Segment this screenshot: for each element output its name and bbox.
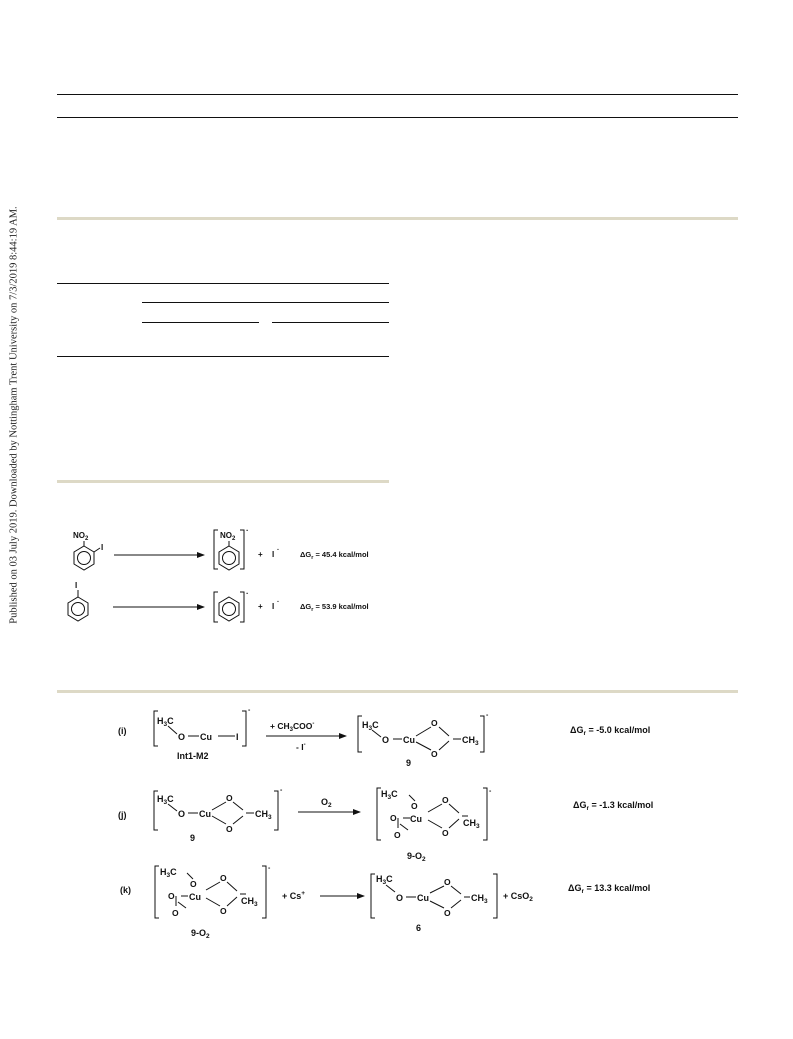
scheme-top-reaction-2-text (75, 581, 369, 613)
radical-dot: · (246, 526, 249, 535)
reactant-name-k: $9-O_2$ (191, 928, 210, 940)
o-peroxo-top-j: O (411, 801, 418, 811)
i-label-i: I (236, 732, 239, 742)
o-top-j: O (226, 793, 233, 803)
o-peroxo-left-k: O (168, 891, 175, 901)
cu-label-k-product: Cu (417, 893, 429, 903)
o-top-k-product: O (444, 877, 451, 887)
iodide-dot-2: · (277, 599, 280, 606)
o-label-k-product: O (396, 893, 404, 903)
energy-top-1: $\Delta G_r = 45.4$ kcal/mol (300, 550, 369, 561)
iodide-label: I (272, 550, 275, 559)
scheme-top-reaction-1-text (73, 526, 369, 561)
plus-cs-k: + Cs+ (282, 890, 306, 901)
charge-j-reactant: - (280, 787, 283, 794)
product-name-j: $9-O_2$ (407, 851, 426, 863)
o-peroxo-bottom-k: O (172, 908, 179, 918)
o-bottom-j-product: O (442, 828, 449, 838)
cu-label-i: Cu (200, 732, 212, 742)
plus-cso2-k: + CsO$_2$ (503, 891, 533, 903)
charge-j-product: - (489, 788, 492, 795)
ch3-label-k-product: $CH_3$ (471, 893, 488, 905)
scheme-top-reaction-1 (74, 530, 244, 570)
o-peroxo-left-j: O (390, 813, 397, 823)
radical-dot-2: · (246, 589, 249, 598)
cu-label-k: Cu (189, 892, 201, 902)
scheme-top-reaction-2 (68, 590, 244, 622)
reaction-k (120, 865, 650, 940)
reaction-i-label: (i) (118, 726, 127, 736)
o-top-k: O (220, 873, 227, 883)
iodide-label-2: I (272, 602, 275, 611)
o-peroxo-bottom-j: O (394, 830, 401, 840)
o-label-i: O (178, 732, 186, 742)
reaction-j (118, 787, 653, 863)
nitro-group-label: $NO_2$ (73, 531, 89, 542)
o-bottom-i-product: O (431, 749, 438, 759)
cu-label-j: Cu (199, 809, 211, 819)
energy-i: $\Delta G_r = -5.0$ kcal/mol (570, 725, 651, 737)
ch3-label-j-product: $CH_3$ (463, 818, 480, 830)
h3c-label-k-product: $H_3C$ (376, 874, 393, 886)
ch3-label-i-product: $CH_3$ (462, 735, 479, 747)
o-top-i-product: O (431, 718, 438, 728)
iodobenzene-structure (68, 590, 88, 621)
charge-k-reactant: - (268, 865, 271, 872)
energy-j: $\Delta G_r = -1.3$ kcal/mol (573, 800, 654, 812)
reagent-above-i: + $CH_3COO^-$ (270, 721, 315, 733)
reaction-k-label: (k) (120, 885, 131, 895)
energy-top-2: $\Delta G_r = 53.9$ kcal/mol (300, 602, 369, 613)
o-peroxo-top-k: O (190, 879, 197, 889)
cu-label-j-product: Cu (410, 814, 422, 824)
o-bottom-k: O (220, 906, 227, 916)
product-name-i: 9 (406, 758, 412, 768)
h3c-label-k: $H_3C$ (160, 867, 177, 879)
charge-i-product: - (486, 712, 489, 719)
o-top-j-product: O (442, 795, 449, 805)
ch3-label-k: $CH_3$ (241, 896, 258, 908)
reagent-below-i: - I- (296, 742, 306, 752)
o-label-i-product: O (382, 735, 390, 745)
plus-sign: + (258, 550, 263, 559)
ch3-label-j: $CH_3$ (255, 809, 272, 821)
o-bottom-j: O (226, 824, 233, 834)
reaction-j-label: (j) (118, 810, 127, 820)
plus-sign-2: + (258, 602, 263, 611)
h3c-label-i: $H_3C$ (157, 716, 174, 728)
charge-i-reactant: - (248, 707, 251, 714)
o-bottom-k-product: O (444, 908, 451, 918)
phenyl-radical-structure (214, 592, 244, 622)
side-note-text: Published on 03 July 2019. Downloaded by Nottingham Trent University on 7/3/2019 8:44:19 AM. (8, 206, 20, 624)
reactant-name-i: Int1-M2 (177, 751, 209, 761)
iodide-dot: · (277, 547, 280, 554)
o-label-j: O (178, 809, 186, 819)
reaction-i (118, 707, 650, 768)
iodo-label: I (101, 543, 104, 552)
iodo-label-2: I (75, 581, 78, 590)
h3c-label-j-product: $H_3C$ (381, 789, 398, 801)
product-nitro-label: $NO_2$ (220, 531, 236, 542)
product-name-k: 6 (416, 923, 422, 933)
reactant-name-j: 9 (190, 833, 196, 843)
energy-k: $\Delta G_r = 13.3$ kcal/mol (568, 883, 651, 895)
cu-label-i-product: Cu (403, 735, 415, 745)
nitroiodobenzene-structure (74, 541, 100, 570)
reagent-above-j: $O_2$ (321, 797, 332, 809)
h3c-label-i-product: $H_3C$ (362, 720, 379, 732)
h3c-label-j: $H_3C$ (157, 794, 174, 806)
